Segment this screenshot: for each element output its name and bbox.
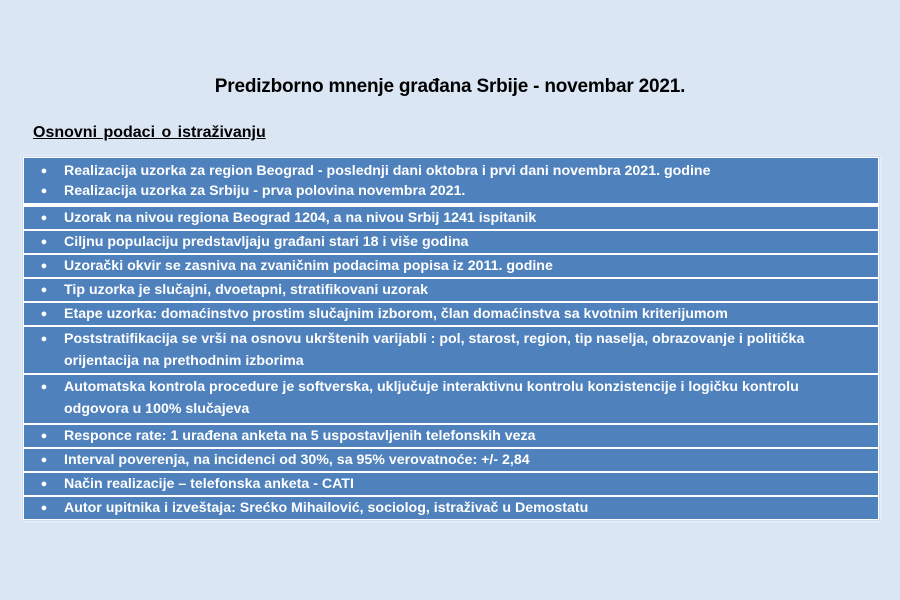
bullet-icon: ● — [40, 478, 48, 490]
table-row — [24, 158, 878, 203]
bullet-icon: ● — [40, 454, 48, 466]
list-item — [24, 376, 870, 420]
table-row — [24, 207, 878, 229]
item-text: Poststratifikacija se vrši na osnovu ukrštenih varijabli : pol, starost, region, tip naselja, obrazovanje i politička orijentacija na prethodnim izborima — [64, 331, 805, 369]
table-row — [24, 473, 878, 495]
item-text: Autor upitnika i izveštaja: Srećko Mihailović, sociolog, istraživač u Demostatu — [64, 500, 589, 516]
table-row — [24, 425, 878, 447]
bullet-icon: ● — [40, 284, 48, 296]
item-text: Uzorak na nivou regiona Beograd 1204, a na nivou Srbij 1241 ispitanik — [64, 210, 537, 226]
bullet-icon: ● — [40, 185, 48, 197]
item-text: Interval poverenja, na incidenci od 30%, sa 95% verovatnoće: +/- 2,84 — [64, 452, 530, 468]
table-row — [24, 497, 878, 519]
slide-title: Predizborno mnenje građana Srbije - novembar 2021. — [214, 76, 686, 97]
item-text: Tip uzorka je slučajni, dvoetapni, stratifikovani uzorak — [64, 282, 428, 298]
bullet-icon: ● — [40, 308, 48, 320]
table-row — [24, 303, 878, 325]
list-item — [24, 181, 870, 201]
item-text: Način realizacije – telefonska anketa - CATI — [64, 476, 354, 492]
section-heading: Osnovni podaci o istraživanju — [33, 124, 266, 141]
bullet-icon: ● — [40, 502, 48, 514]
list-item — [24, 425, 870, 447]
bullet-icon: ● — [40, 212, 48, 224]
item-text: Ciljnu populaciju predstavljaju građani stari 18 i više godina — [64, 234, 469, 250]
list-item — [24, 473, 870, 495]
table-row — [24, 375, 878, 423]
item-text: Realizacija uzorka za Srbiju - prva polovina novembra 2021. — [64, 183, 466, 199]
table-row — [24, 231, 878, 253]
list-item — [24, 255, 870, 277]
list-item — [24, 161, 870, 181]
bullet-icon: ● — [40, 236, 48, 248]
list-item — [24, 279, 870, 301]
item-text: Etape uzorka: domaćinstvo prostim slučajnim izborom, član domaćinstva sa kvotnim kriterijumom — [64, 306, 728, 322]
bullet-icon: ● — [40, 430, 48, 442]
list-item — [24, 328, 870, 372]
item-text: Responce rate: 1 urađena anketa na 5 uspostavljenih telefonskih veza — [64, 428, 536, 444]
bullet-icon: ● — [40, 260, 48, 272]
item-text: Uzorački okvir se zasniva na zvaničnim podacima popisa iz 2011. godine — [64, 258, 553, 274]
table-row — [24, 279, 878, 301]
bullet-icon: ● — [40, 381, 48, 393]
list-item — [24, 207, 870, 229]
list-item — [24, 449, 870, 471]
list-item — [24, 303, 870, 325]
list-item — [24, 497, 870, 519]
bullet-icon: ● — [40, 165, 48, 177]
item-text: Automatska kontrola procedure je softverska, uključuje interaktivnu kontrolu konzistencije i logičku kontrolu odgovora u 100% slučajeva — [64, 379, 799, 417]
table-row — [24, 255, 878, 277]
list-item — [24, 231, 870, 253]
table-row — [24, 449, 878, 471]
item-text: Realizacija uzorka za region Beograd - poslednji dani oktobra i prvi dani novembra 2021. godine — [64, 163, 711, 179]
bullet-icon: ● — [40, 333, 48, 345]
survey-info-table — [22, 156, 880, 521]
table-row — [24, 327, 878, 373]
